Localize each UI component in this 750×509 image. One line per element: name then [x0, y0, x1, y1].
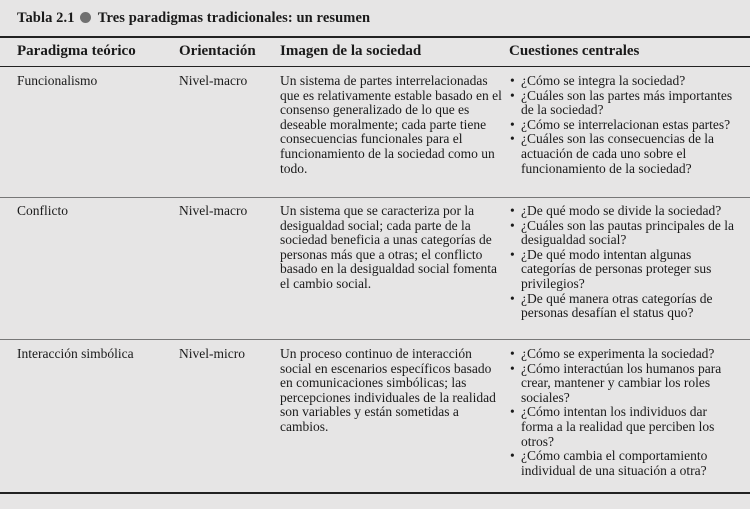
list-item: • ¿Cómo se integra la sociedad? [509, 74, 737, 89]
questions-list [509, 204, 737, 321]
list-item: • ¿Cómo interactúan los humanos para crear, mantener y cambiar los roles sociales? [509, 362, 737, 406]
orientation-cell: Nivel-macro [179, 203, 248, 218]
list-item: • ¿Cuáles son las consecuencias de la actuación de cada uno sobre el funcionamiento de la sociedad? [509, 132, 737, 176]
orientation-cell: Nivel-micro [179, 346, 245, 361]
image-cell: Un sistema que se caracteriza por la desigualdad social; cada parte de la sociedad beneficia a unas categorías de personas más que a otras; el conflicto basado en la desigualdad social fomenta el cambio social. [280, 203, 498, 291]
table-title: Tres paradigmas tradicionales: un resumen [97, 10, 371, 26]
list-item: • ¿Cómo intentan los individuos dar forma a la realidad que perciben los otros? [509, 405, 737, 449]
table-number: Tabla 2.1 [17, 10, 75, 26]
top-rule [0, 36, 750, 38]
bullet-dot-icon [80, 12, 91, 23]
header-rule [0, 66, 750, 67]
bottom-rule [0, 492, 750, 494]
list-item: • ¿Cómo se interrelacionan estas partes? [509, 118, 737, 133]
questions-list [509, 347, 737, 478]
list-item: • ¿Cuáles son las partes más importantes de la sociedad? [509, 89, 737, 118]
list-item: • ¿Cómo cambia el comportamiento individual de una situación a otra? [509, 449, 737, 478]
image-cell: Un sistema de partes interrelacionadas que es relativamente estable basado en el consenso generalizado de lo que es deseable moralmente; cada parte tiene consecuencias funcionales para el funcionamiento de la sociedad como un todo. [280, 73, 502, 176]
list-item: • ¿De qué modo se divide la sociedad? [509, 204, 737, 219]
row-divider [0, 197, 750, 198]
list-item: • ¿Cuáles son las pautas principales de la desigualdad social? [509, 219, 737, 248]
orientation-cell: Nivel-macro [179, 73, 248, 88]
header-questions: Cuestiones centrales [509, 43, 640, 59]
list-item: • ¿De qué manera otras categorías de personas desafían el status quo? [509, 292, 737, 321]
list-item: • ¿Cómo se experimenta la sociedad? [509, 347, 737, 362]
header-orientation: Orientación [179, 43, 256, 59]
list-item: • ¿De qué modo intentan algunas categorías de personas proteger sus privilegios? [509, 248, 737, 292]
header-image: Imagen de la sociedad [280, 43, 422, 59]
paradigm-cell: Interacción simbólica [17, 346, 134, 361]
questions-list [509, 74, 737, 176]
paradigm-cell: Funcionalismo [17, 73, 98, 88]
paradigm-cell: Conflicto [17, 203, 68, 218]
row-divider [0, 339, 750, 340]
header-paradigm: Paradigma teórico [17, 43, 136, 59]
table-caption [17, 10, 370, 27]
image-cell: Un proceso continuo de interacción social en escenarios específicos basado en comunicaciones simbólicas; las percepciones individuales de la realidad son variables y están sometidas a cambios. [280, 346, 496, 434]
